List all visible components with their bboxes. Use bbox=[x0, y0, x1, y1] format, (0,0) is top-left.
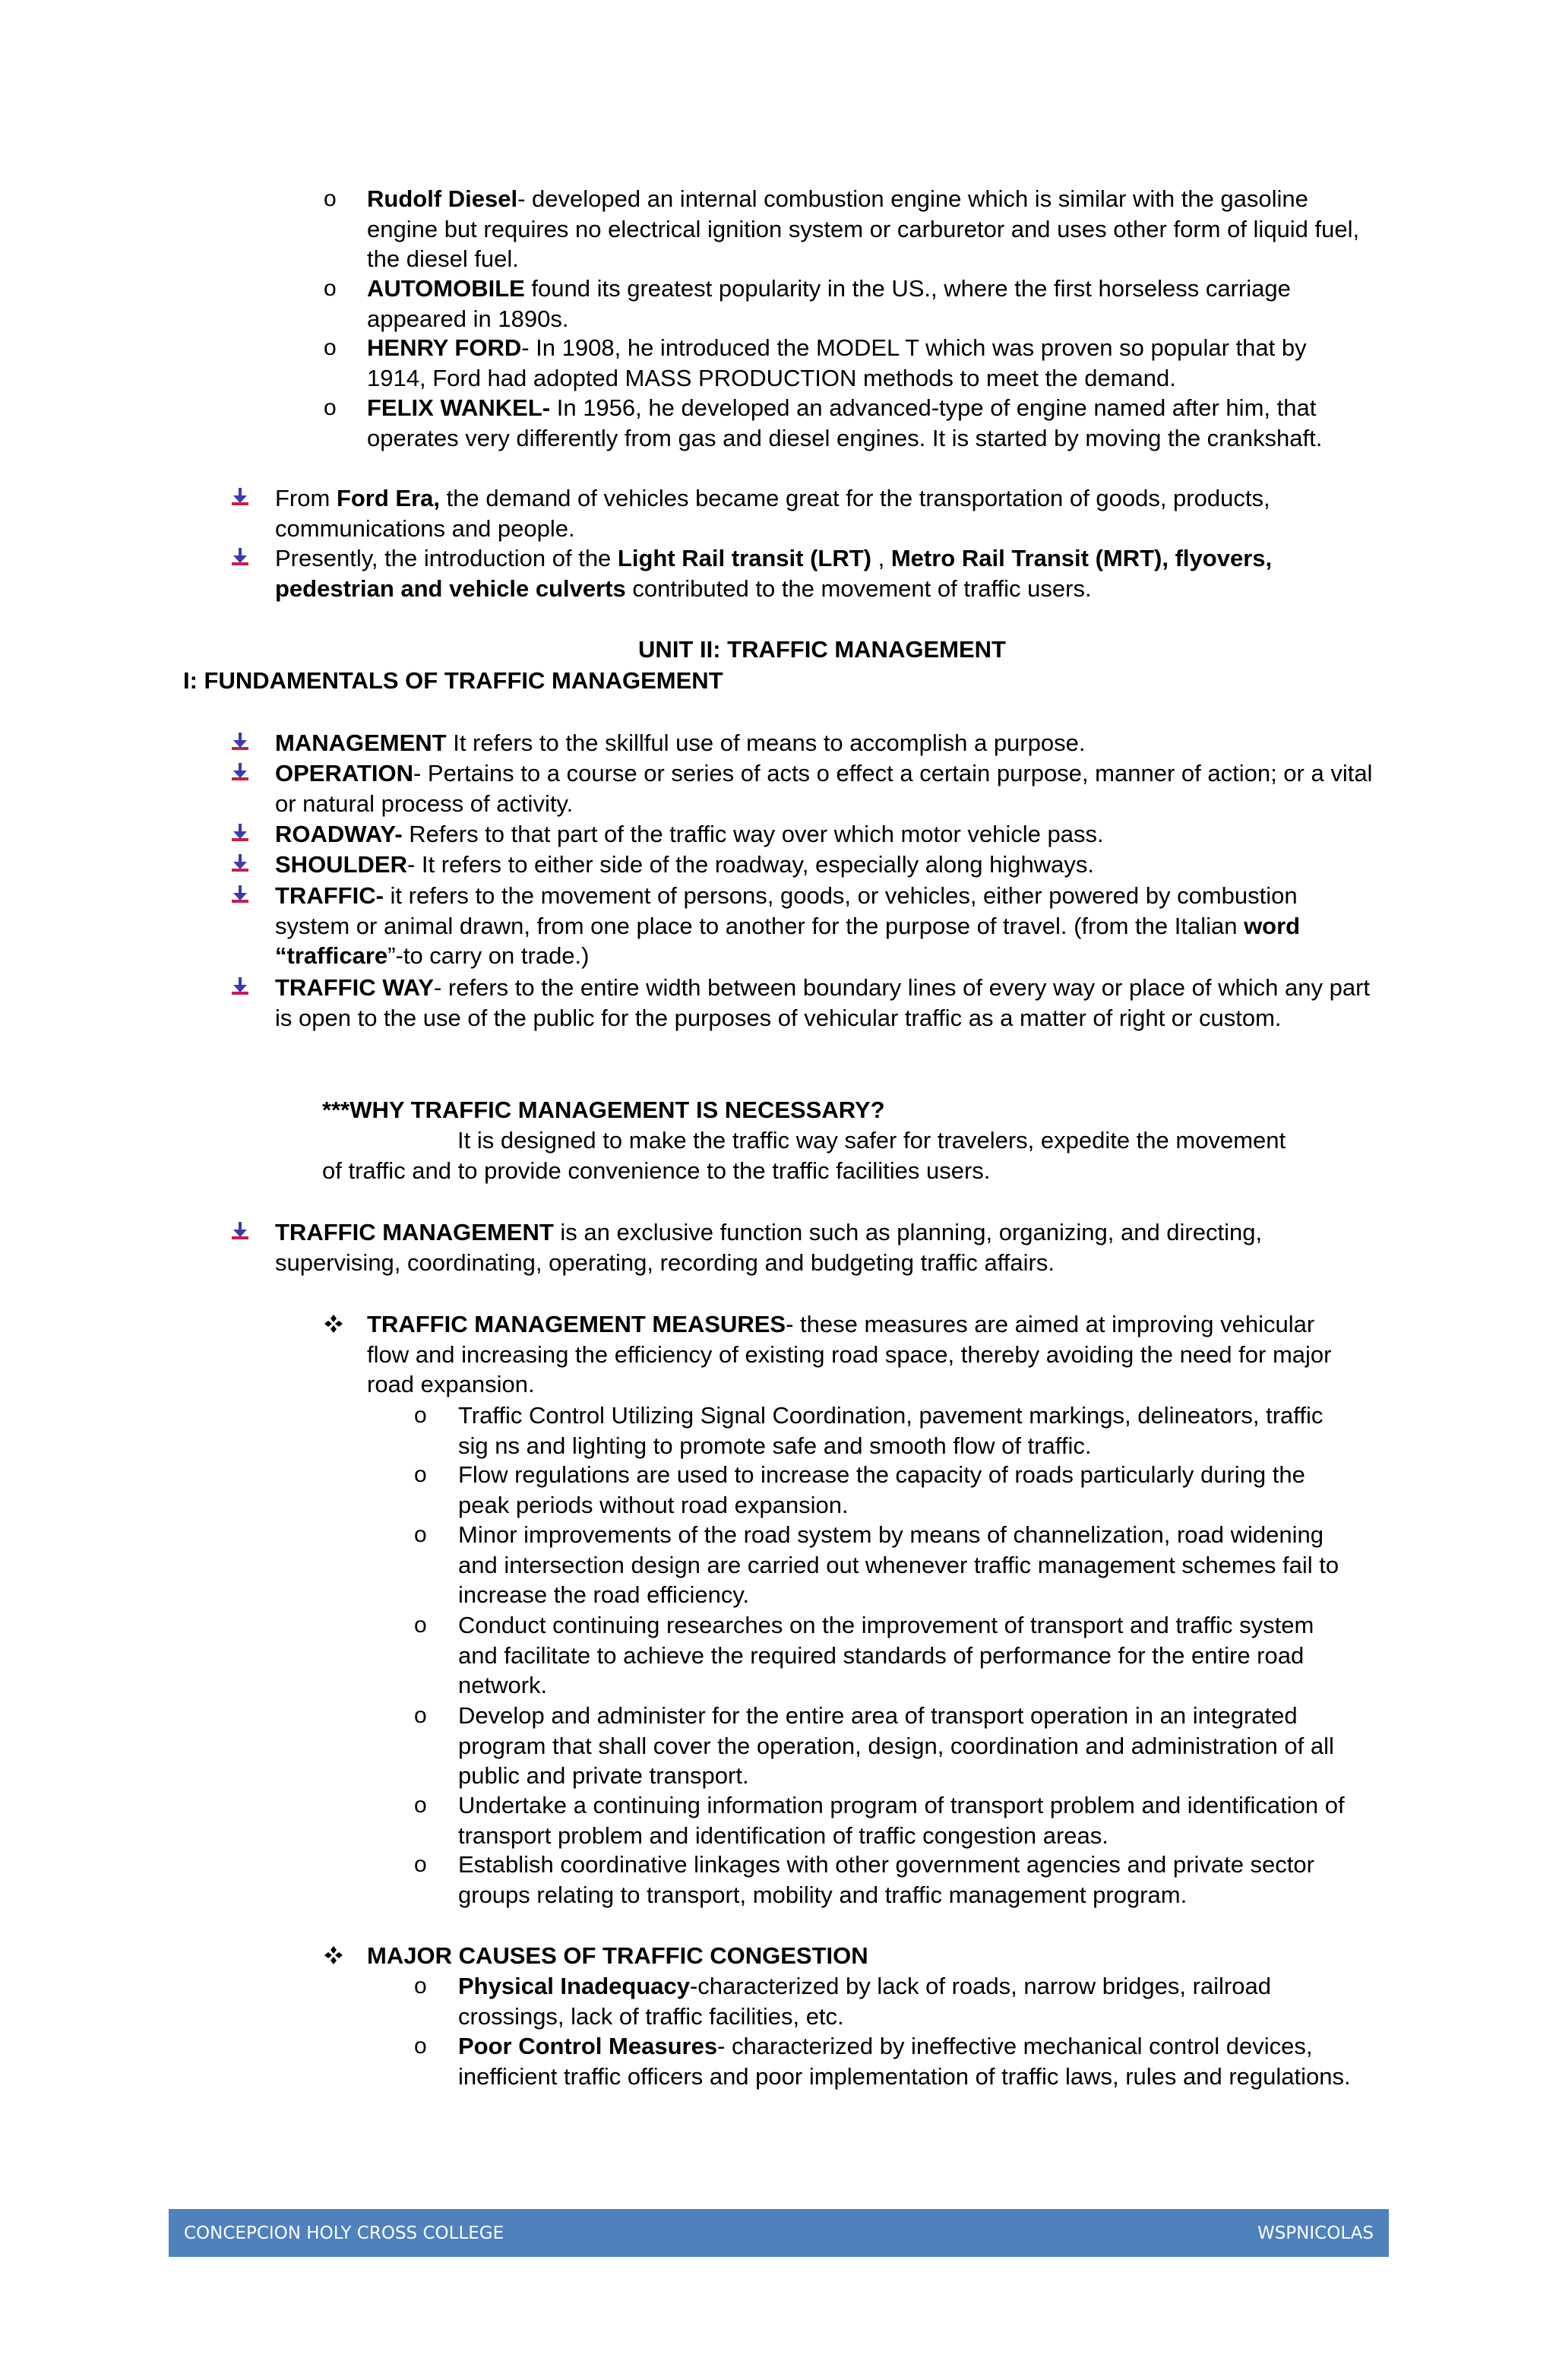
definition-text: OPERATION- Pertains to a course or series of acts o effect a certain purpose, manner of action; or a vital or natural process of activity. bbox=[275, 760, 1373, 817]
term: Physical Inadequacy bbox=[458, 1973, 690, 1999]
page-footer bbox=[169, 2209, 1389, 2257]
circle-bullet: o bbox=[414, 1462, 427, 1487]
circle-bullet: o bbox=[324, 186, 337, 211]
four-diamond-bullet-icon bbox=[324, 1945, 343, 1965]
definition-text: SHOULDER- It refers to either side of the roadway, especially along highways. bbox=[275, 851, 1095, 878]
circle-bullet: o bbox=[414, 1403, 427, 1428]
list-item-text bbox=[367, 274, 1370, 334]
definition-text: TRAFFIC WAY- refers to the entire width between boundary lines of every way or place of which any part is open to the use of the public for the purposes of vehicular traffic as a matter of right or custom. bbox=[275, 974, 1371, 1031]
definition-text: MANAGEMENT It refers to the skillful use of means to accomplish a purpose. bbox=[275, 730, 1086, 756]
sub-list-item-text: Physical Inadequacy-characterized by lack of roads, narrow bridges, railroad crossings, lack of traffic facilities, etc. bbox=[458, 1973, 1271, 2030]
sub-list-item-text: Poor Control Measures- characterized by ineffective mechanical control devices, inefficient traffic officers and poor implementation of traffic laws, rules and regulations. bbox=[458, 2033, 1351, 2090]
circle-bullet: o bbox=[414, 1973, 427, 1999]
list-item-text: TRAFFIC MANAGEMENT is an exclusive function such as planning, organizing, and directing, supervising, coordinating, operating, recording and budgeting traffic affairs. bbox=[275, 1219, 1263, 1276]
paragraph-line: of traffic and to provide convenience to the traffic facilities users. bbox=[322, 1157, 991, 1184]
term: OPERATION bbox=[275, 760, 413, 786]
term: Poor Control Measures bbox=[458, 2033, 718, 2059]
term: Ford Era, bbox=[336, 485, 441, 511]
list-item-text: From Ford Era, the demand of vehicles became great for the transportation of goods, products, communications and people. bbox=[275, 485, 1270, 542]
circle-bullet: o bbox=[324, 395, 337, 420]
four-diamond-bullet-icon bbox=[324, 1314, 343, 1334]
definition-text: TRAFFIC- it refers to the movement of persons, goods, or vehicles, either powered by combustion system or animal drawn, from one place to another for the purpose of travel. (from the Italian word “trafficare”-to carry on trade.) bbox=[275, 882, 1301, 969]
circle-bullet: o bbox=[324, 276, 337, 301]
sub-list-item-text: Conduct continuing researches on the improvement of transport and traffic system and facilitate to achieve the required standards of performance for the entire road network. bbox=[458, 1612, 1314, 1698]
definition-text: ROADWAY- Refers to that part of the traffic way over which motor vehicle pass. bbox=[275, 821, 1104, 847]
arrow-down-bullet-icon bbox=[232, 854, 248, 872]
section-title: I: FUNDAMENTALS OF TRAFFIC MANAGEMENT bbox=[183, 667, 723, 694]
term: TRAFFIC- bbox=[275, 882, 384, 909]
term: HENRY FORD bbox=[367, 334, 522, 361]
footer-author: WSPNICOLAS bbox=[1257, 2223, 1374, 2243]
list-item-text bbox=[367, 333, 1370, 393]
arrow-down-bullet-icon bbox=[232, 548, 248, 566]
circle-bullet: o bbox=[414, 1613, 427, 1638]
circle-bullet: o bbox=[414, 1703, 427, 1728]
description: the demand of vehicles became great for the transportation of goods, products, communications and people. bbox=[275, 485, 1270, 542]
description: - In 1908, he introduced the MODEL T which was proven so popular that by 1914, Ford had adopted MASS PRODUCTION methods to meet the demand. bbox=[367, 334, 1307, 391]
footer-institution: CONCEPCION HOLY CROSS COLLEGE bbox=[184, 2223, 504, 2243]
term: ROADWAY- bbox=[275, 821, 403, 847]
unit-title: UNIT II: TRAFFIC MANAGEMENT bbox=[638, 636, 1006, 663]
arrow-down-bullet-icon bbox=[232, 733, 248, 751]
description: In 1956, he developed an advanced-type of engine named after him, that operates very differently from gas and diesel engines. It is started by moving the crankshaft. bbox=[367, 394, 1323, 451]
circle-bullet: o bbox=[414, 1793, 427, 1818]
arrow-down-bullet-icon bbox=[232, 885, 248, 904]
circle-bullet: o bbox=[414, 1852, 427, 1877]
term: FELIX WANKEL- bbox=[367, 394, 551, 421]
arrow-down-bullet-icon bbox=[232, 1222, 248, 1240]
term: MANAGEMENT bbox=[275, 730, 447, 756]
sub-list-item-text: Establish coordinative linkages with other government agencies and private sector groups relating to transport, mobility and traffic management program. bbox=[458, 1851, 1314, 1908]
sub-list-item-text: Develop and administer for the entire area of transport operation in an integrated program that shall cover the operation, design, coordination and administration of all public and private transport. bbox=[458, 1702, 1334, 1789]
term: TRAFFIC MANAGEMENT bbox=[275, 1219, 554, 1245]
list-item-text bbox=[367, 393, 1355, 453]
arrow-down-bullet-icon bbox=[232, 977, 248, 995]
sub-list-item-text: Traffic Control Utilizing Signal Coordination, pavement markings, delineators, traffic sig ns and lighting to promote safe and smooth flow of traffic. bbox=[458, 1402, 1324, 1459]
term: TRAFFIC MANAGEMENT MEASURES bbox=[367, 1311, 786, 1337]
sub-list-item-text: Flow regulations are used to increase the capacity of roads particularly during the peak periods without road expansion. bbox=[458, 1461, 1305, 1518]
sub-list-item-text: Undertake a continuing information program of transport problem and identification of transport problem and identification of traffic congestion areas. bbox=[458, 1792, 1345, 1849]
term: TRAFFIC WAY bbox=[275, 974, 434, 1001]
arrow-down-bullet-icon bbox=[232, 763, 248, 781]
term: AUTOMOBILE bbox=[367, 275, 525, 302]
why-heading: ***WHY TRAFFIC MANAGEMENT IS NECESSARY? bbox=[322, 1097, 885, 1123]
term: SHOULDER bbox=[275, 851, 407, 878]
circle-bullet: o bbox=[324, 335, 337, 360]
causes-heading: MAJOR CAUSES OF TRAFFIC CONGESTION bbox=[367, 1942, 868, 1969]
paragraph-line: It is designed to make the traffic way safer for travelers, expedite the movement bbox=[457, 1127, 1286, 1154]
sub-list-item-text: Minor improvements of the road system by means of channelization, road widening and intersection design are carried out whenever traffic management schemes fail to increase the road efficiency. bbox=[458, 1521, 1339, 1608]
arrow-down-bullet-icon bbox=[232, 488, 248, 506]
arrow-down-bullet-icon bbox=[232, 824, 248, 842]
term: Rudolf Diesel bbox=[367, 185, 518, 212]
list-item-text: Presently, the introduction of the Light Rail transit (LRT) , Metro Rail Transit (MRT), flyovers, pedestrian and vehicle culverts contributed to the movement of traffic users. bbox=[275, 545, 1273, 602]
circle-bullet: o bbox=[414, 2033, 427, 2059]
description: - developed an internal combustion engine which is similar with the gasoline engine but requires no electrical ignition system or carburetor and uses other form of liquid fuel, the diesel fuel. bbox=[367, 185, 1360, 272]
circle-bullet: o bbox=[414, 1522, 427, 1547]
description: found its greatest popularity in the US., where the first horseless carriage appeared in 1890s. bbox=[367, 275, 1291, 332]
list-item-text: TRAFFIC MANAGEMENT MEASURES- these measures are aimed at improving vehicular flow and increasing the efficiency of existing road space, thereby avoiding the need for major road expansion. bbox=[367, 1311, 1332, 1397]
list-item-text bbox=[367, 184, 1370, 274]
